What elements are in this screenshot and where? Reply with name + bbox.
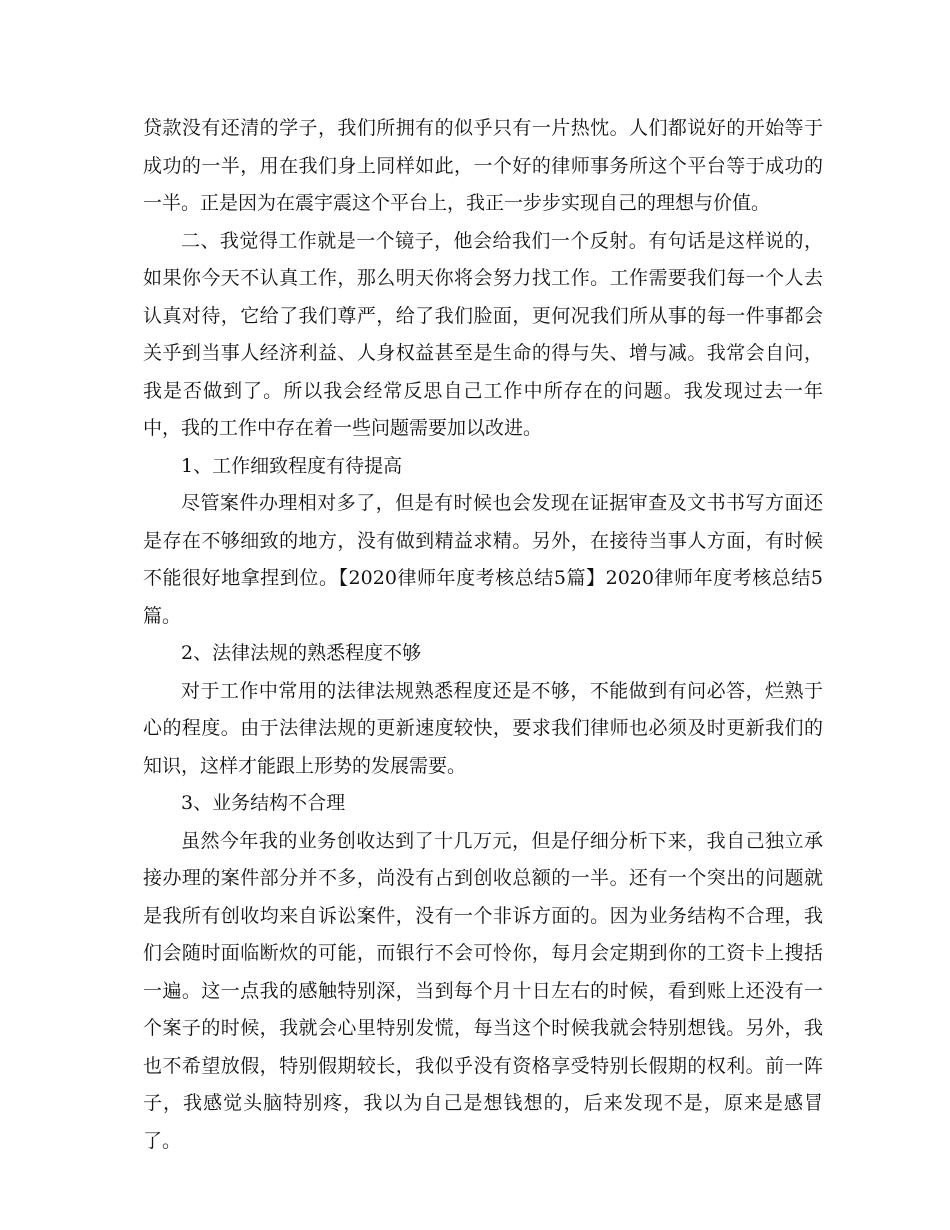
paragraph-subheading-1-body: 尽管案件办理相对多了，但是有时候也会发现在证据审查及文书书写方面还是存在不够细致的地方，没有做到精益求精。另外，在接待当事人方面，有时候不能很好地拿捏到位。【2020律师年度考核总结5篇】2020律师年度考核总结5篇。 <box>143 492 823 627</box>
document-body <box>143 110 823 1160</box>
paragraph-section-two: 二、我觉得工作就是一个镜子，他会给我们一个反射。有句话是这样说的，如果你今天不认真工作，那么明天你将会努力找工作。工作需要我们每一个人去认真对待，它给了我们尊严，给了我们脸面，更何况我们所从事的每一件事都会关乎到当事人经济利益、人身权益甚至是生命的得与失、增与减。我常会自问，我是否做到了。所以我会经常反思自己工作中所存在的问题。我发现过去一年中，我的工作中存在着一些问题需要加以改进。 <box>143 229 823 439</box>
paragraph-continuation: 贷款没有还清的学子，我们所拥有的似乎只有一片热忱。人们都说好的开始等于成功的一半，用在我们身上同样如此，一个好的律师事务所这个平台等于成功的一半。正是因为在震宇震这个平台上，我正一步步实现自己的理想与价值。 <box>143 117 823 214</box>
subheading-1: 1、工作细致程度有待提高 <box>181 454 403 477</box>
subheading-2: 2、法律法规的熟悉程度不够 <box>181 642 422 664</box>
paragraph-subheading-2-body: 对于工作中常用的法律法规熟悉程度还是不够，不能做到有问必答，烂熟于心的程度。由于法律法规的更新速度较快，要求我们律师也必须及时更新我们的知识，这样才能跟上形势的发展需要。 <box>143 679 823 777</box>
subheading-3: 3、业务结构不合理 <box>181 792 346 814</box>
paragraph-subheading-3-body: 虽然今年我的业务创收达到了十几万元，但是仔细分析下来，我自己独立承接办理的案件部分并不多，尚没有占到创收总额的一半。还有一个突出的问题就是我所有创收均来自诉讼案件，没有一个非诉方面的。因为业务结构不合理，我们会随时面临断炊的可能，而银行不会可怜你，每月会定期到你的工资卡上搜括一遍。这一点我的感触特别深，当到每个月十日左右的时候，看到账上还没有一个案子的时候，我就会心里特别发慌，每当这个时候我就会特别想钱。另外，我也不希望放假，特别假期较长，我似乎没有资格享受特别长假期的权利。前一阵子，我感觉头脑特别疼，我以为自己是想钱想的，后来发现不是，原来是感冒了。 <box>143 829 823 1152</box>
